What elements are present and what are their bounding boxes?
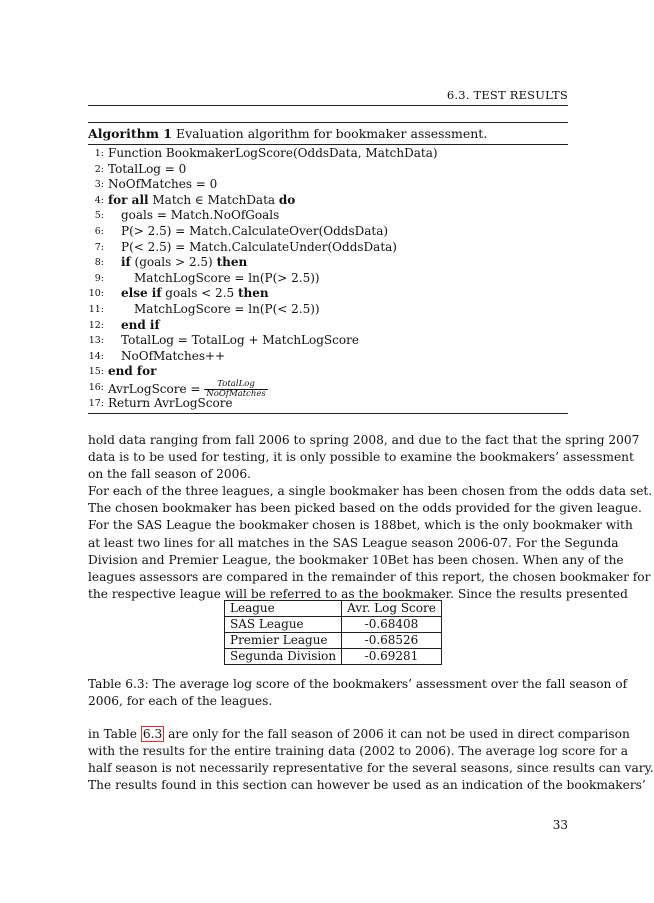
table-header-cell: Avr. Log Score: [342, 601, 442, 617]
algorithm-code: [121, 255, 247, 271]
code-text: goals < 2.5: [161, 286, 235, 301]
fraction-numerator: TotalLog: [204, 380, 267, 390]
line-number: 8:: [94, 257, 104, 269]
table-row: [225, 617, 442, 633]
table-header-row: [225, 601, 442, 617]
algorithm-line: [88, 193, 568, 209]
algorithm-line: [88, 396, 568, 412]
algorithm-label: Algorithm 1: [88, 126, 172, 141]
keyword: else if: [121, 286, 162, 301]
code-text: TotalLog = 0: [108, 161, 187, 176]
code-text: AvrLogScore =: [108, 381, 201, 396]
algorithm-code: [108, 193, 295, 209]
table-header-cell: League: [225, 601, 342, 617]
code-text: MatchLogScore = ln(P(< 2.5)): [134, 301, 320, 316]
results-table: [224, 600, 442, 665]
line-number: 16:: [88, 381, 104, 393]
code-text: TotalLog = TotalLog + MatchLogScore: [121, 333, 359, 348]
algorithm-box: [88, 122, 568, 414]
algorithm-code: [108, 177, 217, 193]
keyword: for all: [108, 192, 149, 207]
paragraph-line: data is to be used for testing, it is only possible to examine the bookmakers’ assessment: [88, 450, 634, 465]
code-text: NoOfMatches = 0: [108, 177, 218, 192]
paragraph-line: For the SAS League the bookmaker chosen is 188bet, which is the only bookmaker with: [88, 518, 633, 533]
table-cell-league: SAS League: [225, 617, 342, 633]
table-cell-score: -0.69281: [342, 649, 442, 665]
line-number: 12:: [88, 319, 104, 331]
line-number: 2:: [94, 163, 104, 175]
table-cell-score: -0.68526: [342, 633, 442, 649]
algorithm-line: [88, 146, 568, 162]
algorithm-line: [88, 378, 568, 399]
line-number: 10:: [88, 288, 104, 300]
table-reference-link[interactable]: 6.3: [142, 727, 163, 741]
code-text: goals = Match.NoOfGoals: [121, 208, 280, 223]
algorithm-line: [88, 240, 568, 256]
paragraph-line: The chosen bookmaker has been picked based on the odds provided for the given league.: [88, 501, 642, 516]
algorithm-line: [88, 333, 568, 349]
algorithm-line: [88, 302, 568, 318]
paragraph-text: in Table: [88, 727, 137, 741]
caption-line: Table 6.3: The average log score of the bookmakers’ assessment over the fall season of: [88, 677, 628, 691]
paragraph-line: at least two lines for all matches in the SAS League season 2006-07. For the Segunda: [88, 535, 619, 550]
paragraph-line: For each of the three leagues, a single bookmaker has been chosen from the odds data set.: [88, 484, 653, 499]
algorithm-line: [88, 162, 568, 178]
table-row: [225, 649, 442, 665]
algorithm-line: [88, 255, 568, 271]
paragraph-line: [88, 726, 630, 743]
paragraph-line: hold data ranging from fall 2006 to spring 2008, and due to the fact that the spring 2007: [88, 433, 640, 447]
line-number: 1:: [94, 148, 104, 159]
paragraph-line: with the results for the entire training data (2002 to 2006). The average log score for a: [88, 744, 629, 759]
algorithm-line: [88, 177, 568, 193]
paragraph-text: are only for the fall season of 2006 it can not be used in direct comparison: [168, 727, 630, 741]
fraction-denominator: NoOfMatches: [206, 388, 266, 399]
algorithm-code: [121, 208, 279, 224]
algorithm-lines: [88, 145, 568, 411]
table-cell-score: -0.68408: [342, 617, 442, 633]
code-text: P(> 2.5) = Match.CalculateOver(OddsData): [121, 223, 389, 238]
table-cell-league: Premier League: [225, 633, 342, 649]
paragraph-line: The results found in this section can however be used as an indication of the bookmakers’: [88, 778, 646, 793]
algorithm-line: [88, 364, 568, 380]
keyword: end if: [121, 317, 160, 332]
code-text: MatchLogScore = ln(P(> 2.5)): [134, 270, 320, 285]
keyword: do: [278, 192, 296, 207]
algorithm-caption-text: Evaluation algorithm for bookmaker assessment.: [175, 126, 488, 141]
algorithm-line: [88, 349, 568, 365]
line-number: 13:: [88, 335, 104, 347]
code-text: P(< 2.5) = Match.CalculateUnder(OddsData): [121, 239, 397, 254]
table-cell-league: Segunda Division: [225, 649, 342, 665]
body-paragraph-1: [88, 432, 653, 603]
line-number: 4:: [94, 194, 104, 206]
code-text: Return AvrLogScore: [108, 395, 233, 410]
paragraph-line: the respective league will be referred to as the bookmaker. Since the results presented: [88, 586, 628, 601]
line-number: 5:: [94, 210, 104, 222]
line-number: 11:: [88, 303, 104, 315]
paragraph-line: Division and Premier League, the bookmaker 10Bet has been chosen. When any of the: [88, 552, 624, 567]
body-paragraph-2: [88, 726, 654, 794]
line-number: 9:: [94, 272, 104, 284]
algorithm-code: [134, 271, 320, 287]
algorithm-code: [121, 240, 397, 256]
algorithm-code: [121, 318, 160, 334]
algorithm-code: [108, 146, 438, 162]
paragraph-line: on the fall season of 2006.: [88, 467, 252, 482]
paragraph-line: half season is not necessarily representative for the several seasons, since results can vary.: [88, 761, 654, 776]
line-number: 14:: [88, 350, 104, 362]
algorithm-line: [88, 224, 568, 240]
keyword: then: [237, 286, 269, 301]
code-text: Function BookmakerLogScore(OddsData, MatchData): [108, 146, 438, 160]
keyword: if: [121, 255, 131, 270]
table-caption: [88, 676, 628, 710]
line-number: 17:: [88, 397, 104, 409]
page-number: 33: [552, 818, 568, 832]
algorithm-line: [88, 271, 568, 287]
running-head: 6.3. TEST RESULTS: [446, 88, 568, 102]
algorithm-code: [121, 349, 225, 365]
line-number: 6:: [94, 225, 104, 237]
algorithm-code: [108, 162, 186, 178]
line-number: 15:: [88, 366, 104, 378]
table-row: [225, 633, 442, 649]
code-text: NoOfMatches++: [121, 348, 226, 363]
algorithm-line: [88, 208, 568, 224]
line-number: 7:: [94, 241, 104, 253]
code-text: (goals > 2.5): [130, 255, 213, 270]
algorithm-bottom-rule: [88, 413, 568, 414]
paragraph-line: leagues assessors are compared in the remainder of this report, the chosen bookmaker for: [88, 569, 651, 584]
line-number: 3:: [94, 179, 104, 191]
caption-line: 2006, for each of the leagues.: [88, 694, 273, 709]
algorithm-caption: [88, 123, 568, 144]
algorithm-code: [121, 286, 269, 302]
keyword: end for: [108, 364, 157, 379]
algorithm-code: [108, 396, 233, 412]
algorithm-code: [134, 302, 320, 318]
algorithm-line: [88, 318, 568, 334]
keyword: then: [216, 255, 248, 270]
code-text: Match ∈ MatchData: [148, 192, 276, 207]
algorithm-line: [88, 286, 568, 302]
algorithm-code: [108, 364, 156, 380]
algorithm-code: [121, 333, 359, 349]
header-rule: [88, 105, 568, 106]
algorithm-code: [121, 224, 388, 240]
